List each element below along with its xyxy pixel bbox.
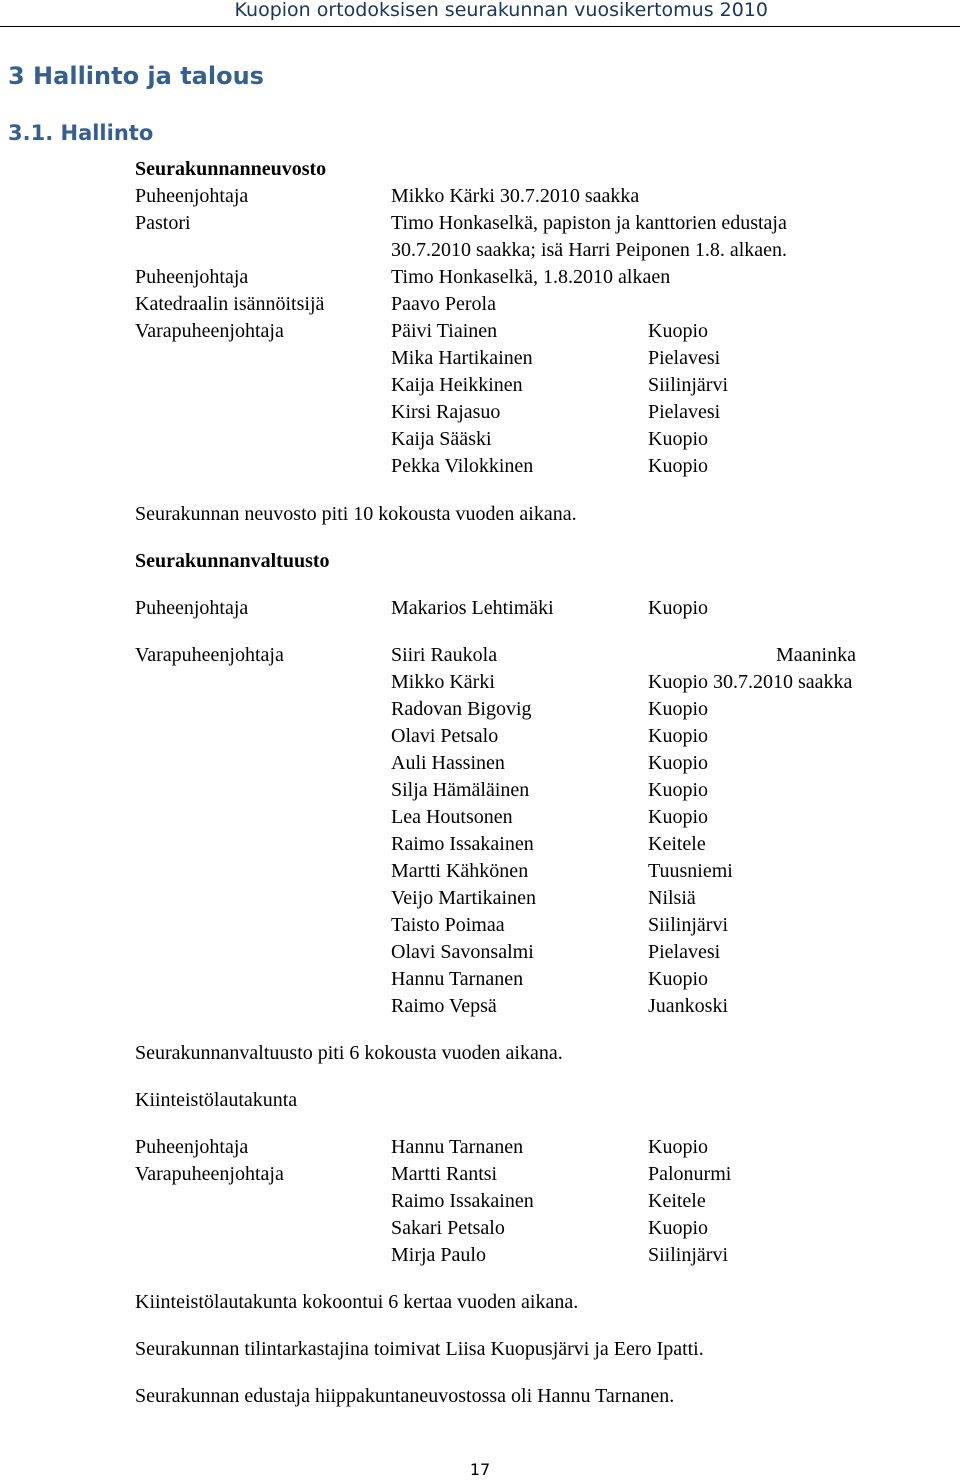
neuvosto-role: Pastori: [135, 212, 191, 234]
valtuusto-member-name: Silja Hämäläinen: [391, 779, 530, 801]
valtuusto-chair-role: Puheenjohtaja: [135, 597, 249, 619]
neuvosto-name: Päivi Tiainen: [391, 320, 498, 342]
valtuusto-member-place: Kuopio: [648, 779, 708, 801]
neuvosto-place: Kuopio: [648, 428, 708, 450]
valtuusto-member-place: Kuopio: [648, 968, 708, 990]
kiinteisto-role: Varapuheenjohtaja: [135, 1163, 284, 1185]
kiinteisto-note: Kiinteistölautakunta kokoontui 6 kertaa vuoden aikana.: [135, 1291, 579, 1313]
kiinteisto-name: Sakari Petsalo: [391, 1217, 505, 1239]
valtuusto-member-name: Olavi Petsalo: [391, 725, 499, 747]
auditors-note: Seurakunnan tilintarkastajina toimivat Liisa Kuopusjärvi ja Eero Ipatti.: [135, 1338, 704, 1360]
valtuusto-member-name: Auli Hassinen: [391, 752, 505, 774]
neuvosto-name: Pekka Vilokkinen: [391, 455, 534, 477]
neuvosto-name: Kaija Sääski: [391, 428, 492, 450]
valtuusto-member-place: Keitele: [648, 833, 706, 855]
kiinteisto-place: Kuopio: [648, 1217, 708, 1239]
valtuusto-member-name: Olavi Savonsalmi: [391, 941, 534, 963]
valtuusto-member-place: Pielavesi: [648, 941, 721, 963]
kiinteisto-place: Kuopio: [648, 1136, 708, 1158]
kiinteisto-name: Mirja Paulo: [391, 1244, 486, 1266]
section-heading: 3 Hallinto ja talous: [8, 62, 264, 90]
neuvosto-role: Puheenjohtaja: [135, 185, 249, 207]
valtuusto-member-name: Raimo Vepsä: [391, 995, 497, 1017]
neuvosto-title: Seurakunnanneuvosto: [135, 158, 327, 180]
neuvosto-place: Pielavesi: [648, 347, 721, 369]
kiinteisto-name: Hannu Tarnanen: [391, 1136, 524, 1158]
valtuusto-member-name: Hannu Tarnanen: [391, 968, 524, 990]
neuvosto-place: Kuopio: [648, 320, 708, 342]
kiinteisto-place: Siilinjärvi: [648, 1244, 728, 1266]
header-title: Kuopion ortodoksisen seurakunnan vuosikertomus 2010: [234, 0, 768, 21]
neuvosto-name: 30.7.2010 saakka; isä Harri Peiponen 1.8. alkaen.: [391, 239, 788, 261]
valtuusto-member-name: Martti Kähkönen: [391, 860, 529, 882]
page-number: 17: [469, 1460, 491, 1479]
neuvosto-name: Kaija Heikkinen: [391, 374, 523, 396]
kiinteisto-place: Keitele: [648, 1190, 706, 1212]
valtuusto-member-place: Tuusniemi: [648, 860, 733, 882]
neuvosto-name: Paavo Perola: [391, 293, 496, 315]
valtuusto-vice-name: Siiri Raukola: [391, 644, 498, 666]
valtuusto-member-name: Radovan Bigovig: [391, 698, 532, 720]
valtuusto-member-place: Juankoski: [648, 995, 728, 1017]
neuvosto-role: Puheenjohtaja: [135, 266, 249, 288]
valtuusto-member-place: Kuopio: [648, 725, 708, 747]
kiinteisto-role: Puheenjohtaja: [135, 1136, 249, 1158]
neuvosto-name: Timo Honkaselkä, papiston ja kanttorien edustaja: [391, 212, 787, 234]
valtuusto-member-place: Nilsiä: [648, 887, 696, 909]
subsection-heading: 3.1. Hallinto: [8, 121, 154, 145]
neuvosto-role: Varapuheenjohtaja: [135, 320, 284, 342]
kiinteisto-place: Palonurmi: [648, 1163, 732, 1185]
neuvosto-place: Kuopio: [648, 455, 708, 477]
neuvosto-role: Katedraalin isännöitsijä: [135, 293, 325, 315]
neuvosto-name: Kirsi Rajasuo: [391, 401, 501, 423]
neuvosto-name: Mikko Kärki 30.7.2010 saakka: [391, 185, 640, 207]
valtuusto-chair-name: Makarios Lehtimäki: [391, 597, 554, 619]
valtuusto-member-place: Siilinjärvi: [648, 914, 728, 936]
neuvosto-name: Timo Honkaselkä, 1.8.2010 alkaen: [391, 266, 671, 288]
neuvosto-place: Siilinjärvi: [648, 374, 728, 396]
valtuusto-member-place: Kuopio: [648, 806, 708, 828]
valtuusto-chair-place: Kuopio: [648, 597, 708, 619]
valtuusto-member-place: Kuopio: [648, 698, 708, 720]
neuvosto-name: Mika Hartikainen: [391, 347, 533, 369]
valtuusto-title: Seurakunnanvaltuusto: [135, 550, 330, 572]
valtuusto-member-place: Kuopio 30.7.2010 saakka: [648, 671, 853, 693]
page-header: [0, 0, 960, 27]
valtuusto-member-name: Raimo Issakainen: [391, 833, 534, 855]
valtuusto-vice-place: Maaninka: [776, 644, 856, 666]
kiinteisto-title: Kiinteistölautakunta: [135, 1089, 298, 1111]
valtuusto-member-name: Mikko Kärki: [391, 671, 495, 693]
neuvosto-note: Seurakunnan neuvosto piti 10 kokousta vuoden aikana.: [135, 503, 577, 525]
valtuusto-member-place: Kuopio: [648, 752, 708, 774]
kiinteisto-name: Martti Rantsi: [391, 1163, 498, 1185]
valtuusto-member-name: Lea Houtsonen: [391, 806, 513, 828]
diocese-representative-note: Seurakunnan edustaja hiippakuntaneuvostossa oli Hannu Tarnanen.: [135, 1385, 675, 1407]
valtuusto-member-name: Taisto Poimaa: [391, 914, 505, 936]
valtuusto-vice-role: Varapuheenjohtaja: [135, 644, 284, 666]
neuvosto-place: Pielavesi: [648, 401, 721, 423]
kiinteisto-name: Raimo Issakainen: [391, 1190, 534, 1212]
valtuusto-note: Seurakunnanvaltuusto piti 6 kokousta vuoden aikana.: [135, 1042, 563, 1064]
valtuusto-member-name: Veijo Martikainen: [391, 887, 536, 909]
